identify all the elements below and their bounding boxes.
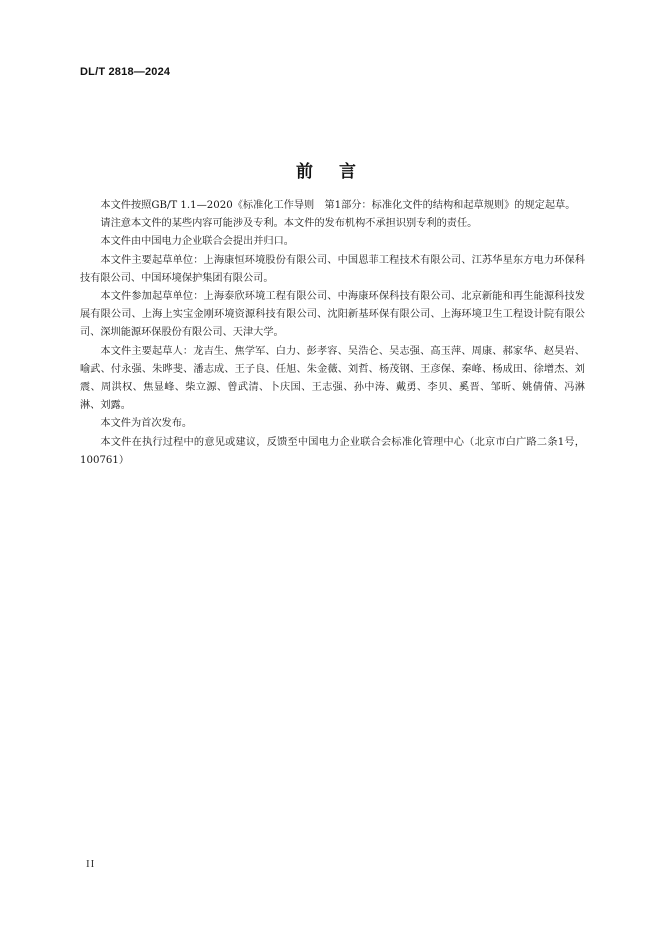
page-title: 前 言 bbox=[296, 162, 366, 182]
paragraph-proposer: 本文件由中国电力企业联合会提出并归口。 bbox=[100, 236, 294, 248]
paragraph-main-drafting-units: 本文件主要起草单位：上海康恒环境股份有限公司、中国恩菲工程技术有限公司、江苏华星东方电力环保科技有限公司、中国环境保护集团有限公司。 bbox=[80, 254, 585, 284]
paragraph-patent-notice: 请注意本文件的某些内容可能涉及专利。本文件的发布机构不承担识别专利的责任。 bbox=[100, 218, 478, 230]
paragraph-feedback: 本文件在执行过程中的意见或建议，反馈至中国电力企业联合会标准化管理中心（北京市白广路二条1号，100761） bbox=[80, 436, 585, 466]
foreword-body bbox=[80, 197, 585, 470]
paragraph-drafting-rules: 本文件按照GB/T 1.1—2020《标准化工作导则 第1部分：标准化文件的结构和起草规则》的规定起草。 bbox=[100, 200, 576, 211]
paragraph-participating-units: 本文件参加起草单位：上海泰欣环境工程有限公司、中海康环保科技有限公司、北京新能和再生能源科技发展有限公司、上海上实宝金刚环境资源科技有限公司、沈阳新基环保有限公司、上海环境卫生工程设计院有限公司、深圳能源环保股份有限公司、天津大学。 bbox=[80, 291, 585, 339]
standard-code: DL/T 2818—2024 bbox=[80, 66, 171, 78]
page-number: II bbox=[86, 858, 96, 870]
paragraph-main-drafters: 本文件主要起草人：龙吉生、焦学军、白力、彭孝容、吴浩仑、吴志强、高玉萍、周康、郝家华、赵昊岩、喻武、付永强、朱晔斐、潘志成、王子良、任旭、朱金薇、刘哲、杨茂钢、王彦保、秦峰、杨成田、徐增杰、刘震、周洪权、焦显峰、柴立源、曾武清、卜庆国、王志强、孙中涛、戴勇、李贝、奚晋、邹昕、姚倩倩、冯淋淋、刘露。 bbox=[80, 345, 585, 412]
paragraph-first-release: 本文件为首次发布。 bbox=[100, 418, 193, 430]
